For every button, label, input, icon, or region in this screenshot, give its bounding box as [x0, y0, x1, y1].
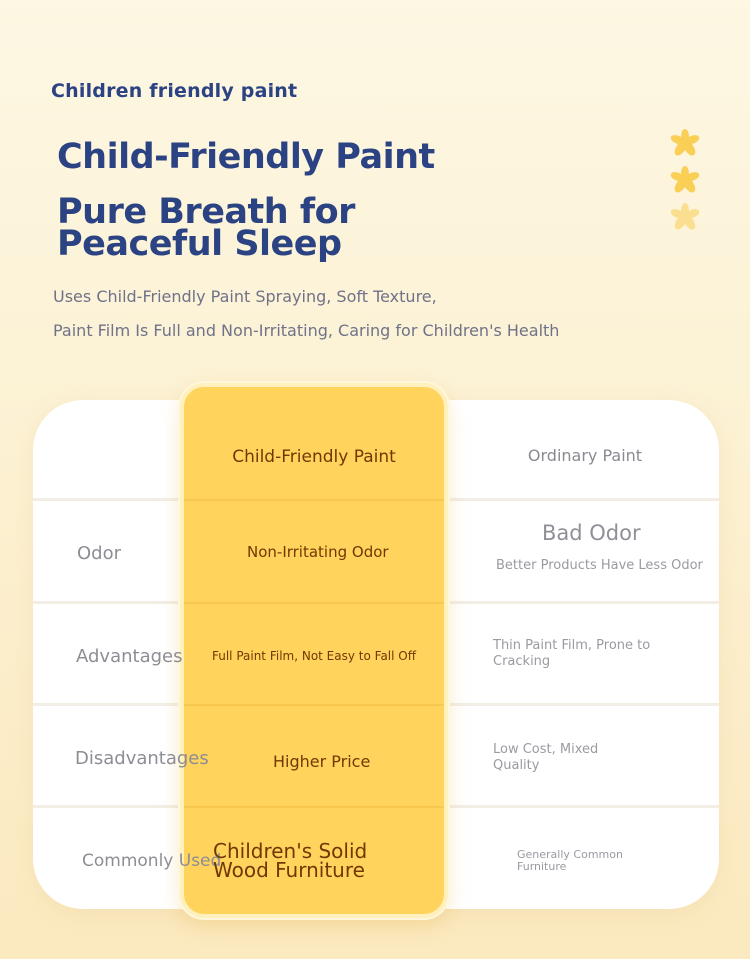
ordinary-disadvantages-value: Low Cost, Mixed Quality	[493, 742, 599, 773]
highlight-divider	[184, 704, 444, 706]
flower-star-icon	[668, 202, 702, 234]
row-label-commonly-used: Commonly Used	[82, 851, 222, 871]
child-odor-value: Non-Irritating Odor	[247, 542, 389, 561]
ordinary-odor-value: Bad Odor	[542, 521, 641, 545]
decorative-stars	[668, 128, 704, 238]
child-disadvantages-value: Higher Price	[273, 751, 371, 771]
highlight-divider	[184, 499, 444, 501]
child-advantages-value: Full Paint Film, Not Easy to Fall Off	[211, 649, 416, 663]
description-line-2: Paint Film Is Full and Non-Irritating, Caring for Children's Health	[53, 321, 560, 340]
row-label-advantages: Advantages	[76, 645, 183, 667]
highlight-divider	[184, 806, 444, 808]
column-header-ordinary: Ordinary Paint	[527, 445, 643, 465]
column-header-child-friendly: Child-Friendly Paint	[232, 447, 396, 467]
eyebrow-title: Children friendly paint	[51, 80, 298, 102]
ordinary-advantages-value: Thin Paint Film, Prone to Cracking	[493, 638, 651, 669]
row-label-odor: Odor	[77, 542, 122, 564]
description-line-1: Uses Child-Friendly Paint Spraying, Soft Texture,	[53, 287, 437, 306]
row-label-disadvantages: Disadvantages	[75, 747, 209, 769]
flower-star-icon	[668, 128, 702, 160]
page-title-line-2: Pure Breath for Peaceful Sleep	[57, 192, 355, 264]
ordinary-commonly-used-value: Generally Common Furniture	[517, 848, 623, 873]
page-title-line-1: Child-Friendly Paint	[57, 137, 435, 177]
flower-star-icon	[668, 165, 702, 197]
child-commonly-used-value: Children's Solid Wood Furniture	[213, 839, 368, 882]
highlight-divider	[184, 602, 444, 604]
ordinary-odor-note: Better Products Have Less Odor	[496, 557, 703, 573]
